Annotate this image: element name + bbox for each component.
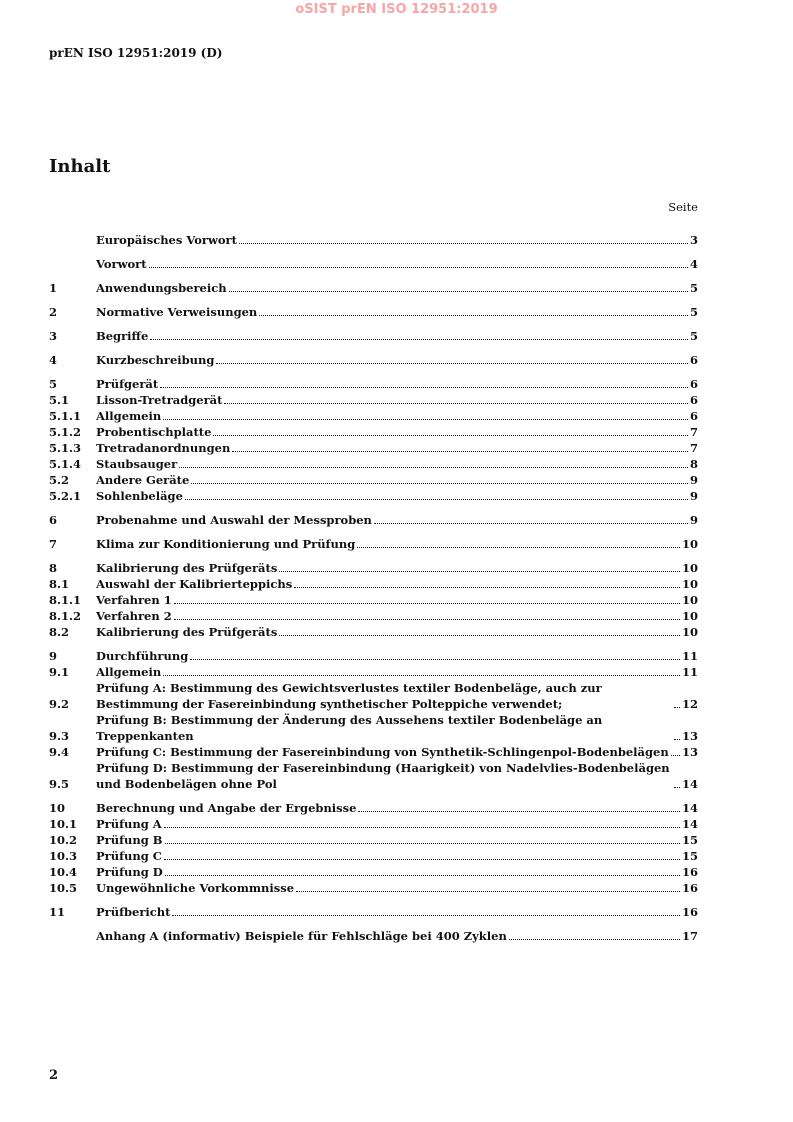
- toc-entry-number: 5.1.4: [49, 457, 82, 471]
- toc-dot-leader: [149, 267, 688, 268]
- toc-entry-page: 13: [681, 729, 698, 743]
- toc-entry-number: 5: [49, 377, 58, 391]
- toc-entry-page: 4: [689, 257, 698, 271]
- toc-entry-title: [96, 536, 682, 552]
- toc-entry-label: Prüfung D: Bestimmung der Fasereinbindung (Haarigkeit) von Nadelvlies-Bodenbelägen und Bodenbelägen ohne Pol: [96, 761, 670, 791]
- toc-dot-leader: [674, 739, 680, 740]
- toc-entry-title: [96, 472, 690, 488]
- toc-entry[interactable]: [49, 744, 698, 760]
- toc-dot-leader: [164, 859, 680, 860]
- toc-entry-title: [96, 760, 682, 792]
- toc-entry-label: Prüfung D: [96, 865, 163, 879]
- toc-entry-label: Prüfbericht: [96, 905, 171, 919]
- toc-entry-page: 5: [689, 305, 698, 319]
- toc-entry[interactable]: [49, 832, 698, 848]
- toc-entry-number: 8.2: [49, 625, 70, 639]
- toc-entry[interactable]: [49, 800, 698, 816]
- toc-entry[interactable]: [49, 624, 698, 640]
- toc-entry-label: Allgemein: [96, 409, 162, 423]
- toc-entry-page: 9: [689, 489, 698, 503]
- toc-entry[interactable]: [49, 864, 698, 880]
- toc-entry-label: Anwendungsbereich: [96, 281, 227, 295]
- toc-entry-number: 7: [49, 537, 58, 551]
- toc-entry-page: 6: [689, 377, 698, 391]
- toc-entry[interactable]: [49, 760, 698, 792]
- toc-dot-leader: [224, 403, 688, 404]
- toc-entry-page: 10: [681, 609, 698, 623]
- toc-entry-number: 9.1: [49, 665, 70, 679]
- toc-dot-leader: [160, 387, 688, 388]
- toc-entry-title: [96, 712, 682, 744]
- toc-entry[interactable]: [49, 592, 698, 608]
- toc-entry-title: [96, 304, 690, 320]
- toc-entry-page: 5: [689, 329, 698, 343]
- toc-entry-title: [96, 904, 682, 920]
- toc-entry-label: Prüfung C: Bestimmung der Fasereinbindung von Synthetik-Schlingenpol-Bodenbelägen: [96, 745, 669, 759]
- toc-entry-label: Tretradanordnungen: [96, 441, 231, 455]
- toc-entry-title: [96, 512, 690, 528]
- toc-entry-page: 16: [681, 881, 698, 895]
- page-column-label: Seite: [668, 200, 698, 214]
- toc-dot-leader: [163, 675, 680, 676]
- toc-entry-label: Vorwort: [96, 257, 147, 271]
- toc-dot-leader: [190, 659, 680, 660]
- toc-entry[interactable]: [49, 328, 698, 344]
- toc-entry-page: 14: [681, 817, 698, 831]
- toc-entry-label: Kurzbeschreibung: [96, 353, 215, 367]
- toc-entry-number: 5.1.1: [49, 409, 82, 423]
- toc-entry-page: 10: [681, 577, 698, 591]
- toc-entry-title: [96, 328, 690, 344]
- toc-entry-title: [96, 392, 690, 408]
- toc-dot-leader: [358, 811, 680, 812]
- toc-entry-title: [96, 848, 682, 864]
- toc-entry-page: 10: [681, 625, 698, 639]
- toc-entry-label: Kalibrierung des Prüfgeräts: [96, 561, 278, 575]
- toc-entry-page: 16: [681, 865, 698, 879]
- toc-entry-number: 5.1.3: [49, 441, 82, 455]
- toc-entry-number: 5.2.1: [49, 489, 82, 503]
- toc-entry-number: 10.2: [49, 833, 78, 847]
- toc-dot-leader: [279, 635, 680, 636]
- toc-entry-title: [96, 744, 682, 760]
- toc-dot-leader: [213, 435, 688, 436]
- toc-entry-title: [96, 832, 682, 848]
- toc-entry[interactable]: [49, 424, 698, 440]
- toc-entry[interactable]: [49, 712, 698, 744]
- toc-entry-page: 14: [681, 801, 698, 815]
- toc-entry-number: 8.1.1: [49, 593, 82, 607]
- toc-entry[interactable]: [49, 560, 698, 576]
- page-number: 2: [49, 1068, 59, 1083]
- toc-dot-leader: [674, 707, 680, 708]
- toc-entry-label: Ungewöhnliche Vorkommnisse: [96, 881, 295, 895]
- toc-dot-leader: [296, 891, 680, 892]
- toc-entry[interactable]: [49, 512, 698, 528]
- toc-entry-label: Prüfung A: Bestimmung des Gewichtsverlustes textiler Bodenbeläge, auch zur Bestimmung der Fasereinbindung synthetischer Polteppiche verwendet;: [96, 681, 602, 711]
- toc-entry-label: Auswahl der Kalibrierteppichs: [96, 577, 293, 591]
- toc-entry-title: [96, 800, 682, 816]
- toc-entry[interactable]: [49, 880, 698, 896]
- toc-entry[interactable]: [49, 664, 698, 680]
- watermark: oSIST prEN ISO 12951:2019: [295, 2, 498, 17]
- toc-entry-page: 9: [689, 473, 698, 487]
- toc-dot-leader: [674, 787, 680, 788]
- toc-dot-leader: [216, 363, 688, 364]
- toc-entry[interactable]: [49, 280, 698, 296]
- toc-entry-page: 6: [689, 409, 698, 423]
- toc-entry-number: 8.1: [49, 577, 70, 591]
- toc-dot-leader: [150, 339, 688, 340]
- toc-entry[interactable]: [49, 352, 698, 368]
- toc-entry-number: 3: [49, 329, 58, 343]
- toc-entry-label: Anhang A (informativ) Beispiele für Fehlschläge bei 400 Zyklen: [96, 929, 507, 943]
- toc-entry-page: 13: [681, 745, 698, 759]
- toc-dot-leader: [165, 875, 680, 876]
- toc-entry-label: Klima zur Konditionierung und Prüfung: [96, 537, 356, 551]
- toc-entry[interactable]: [49, 472, 698, 488]
- toc-entry-title: [96, 928, 682, 944]
- toc-entry-label: Normative Verweisungen: [96, 305, 258, 319]
- toc-entry[interactable]: [49, 256, 698, 272]
- toc-entry-page: 16: [681, 905, 698, 919]
- toc-entry[interactable]: [49, 456, 698, 472]
- toc-entry-page: 17: [681, 929, 698, 943]
- toc-entry-title: [96, 664, 682, 680]
- toc-entry-label: Kalibrierung des Prüfgeräts: [96, 625, 278, 639]
- toc-entry-title: [96, 576, 682, 592]
- toc-entry-label: Allgemein: [96, 665, 162, 679]
- toc-entry-title: [96, 488, 690, 504]
- toc-entry-number: 8: [49, 561, 58, 575]
- toc-entry-page: 8: [689, 457, 698, 471]
- toc-dot-leader: [164, 827, 680, 828]
- toc-dot-leader: [357, 547, 680, 548]
- toc-dot-leader: [229, 291, 688, 292]
- toc-entry-page: 7: [689, 425, 698, 439]
- toc-entry-page: 6: [689, 353, 698, 367]
- toc-entry-title: [96, 648, 682, 664]
- toc-entry-label: Prüfung B: [96, 833, 163, 847]
- toc-entry-number: 10.5: [49, 881, 78, 895]
- toc-entry-page: 10: [681, 537, 698, 551]
- toc-entry[interactable]: [49, 648, 698, 664]
- toc-entry-label: Durchführung: [96, 649, 189, 663]
- toc-entry-page: 15: [681, 849, 698, 863]
- toc-entry-label: Prüfung B: Bestimmung der Änderung des Aussehens textiler Bodenbeläge an Treppenkanten: [96, 713, 603, 743]
- toc-entry-title: [96, 816, 682, 832]
- toc-entry[interactable]: [49, 816, 698, 832]
- toc-entry-title: [96, 280, 690, 296]
- toc-entry-label: Sohlenbeläge: [96, 489, 183, 503]
- toc-dot-leader: [259, 315, 688, 316]
- toc-entry-title: [96, 440, 690, 456]
- toc-entry-label: Andere Geräte: [96, 473, 190, 487]
- toc-dot-leader: [191, 483, 688, 484]
- toc-entry-label: Prüfgerät: [96, 377, 159, 391]
- toc-entry-number: 10.1: [49, 817, 78, 831]
- toc-entry-number: 10.4: [49, 865, 78, 879]
- toc-entry-title: [96, 232, 690, 248]
- toc-entry-page: 3: [689, 233, 698, 247]
- toc-dot-leader: [165, 843, 680, 844]
- toc-entry-page: 10: [681, 593, 698, 607]
- toc-entry[interactable]: [49, 928, 698, 944]
- toc-entry-number: 5.2: [49, 473, 70, 487]
- toc-entry-page: 5: [689, 281, 698, 295]
- toc-entry-number: 4: [49, 353, 58, 367]
- toc-dot-leader: [232, 451, 688, 452]
- toc-entry[interactable]: [49, 232, 698, 248]
- toc-dot-leader: [294, 587, 680, 588]
- toc-entry-label: Probentischplatte: [96, 425, 212, 439]
- toc-entry-page: 11: [681, 665, 698, 679]
- toc-entry-number: 5.1: [49, 393, 70, 407]
- toc-dot-leader: [671, 755, 680, 756]
- toc-entry-number: 8.1.2: [49, 609, 82, 623]
- toc-entry-title: [96, 680, 682, 712]
- toc-dot-leader: [179, 467, 688, 468]
- toc-entry-page: 15: [681, 833, 698, 847]
- toc-dot-leader: [374, 523, 688, 524]
- toc-entry-page: 12: [681, 697, 698, 711]
- toc-dot-leader: [279, 571, 680, 572]
- table-of-contents: [49, 232, 698, 944]
- toc-entry-title: [96, 624, 682, 640]
- toc-entry-page: 7: [689, 441, 698, 455]
- toc-entry-page: 10: [681, 561, 698, 575]
- toc-entry-label: Lisson-Tretradgerät: [96, 393, 223, 407]
- toc-dot-leader: [185, 499, 688, 500]
- toc-entry-number: 9.2: [49, 697, 70, 711]
- toc-entry[interactable]: [49, 608, 698, 624]
- toc-dot-leader: [172, 915, 680, 916]
- toc-entry[interactable]: [49, 304, 698, 320]
- toc-entry-page: 14: [681, 777, 698, 791]
- toc-dot-leader: [174, 603, 680, 604]
- toc-entry-title: [96, 352, 690, 368]
- toc-entry[interactable]: [49, 488, 698, 504]
- toc-entry-title: [96, 560, 682, 576]
- toc-entry[interactable]: [49, 680, 698, 712]
- toc-entry-label: Staubsauger: [96, 457, 178, 471]
- toc-entry[interactable]: [49, 408, 698, 424]
- toc-entry[interactable]: [49, 440, 698, 456]
- toc-entry-label: Berechnung und Angabe der Ergebnisse: [96, 801, 357, 815]
- toc-entry-number: 9.5: [49, 777, 70, 791]
- toc-entry-title: [96, 424, 690, 440]
- toc-entry-number: 9: [49, 649, 58, 663]
- toc-entry[interactable]: [49, 536, 698, 552]
- toc-entry-number: 6: [49, 513, 58, 527]
- toc-entry-label: Prüfung A: [96, 817, 162, 831]
- toc-entry[interactable]: [49, 904, 698, 920]
- toc-entry-label: Europäisches Vorwort: [96, 233, 237, 247]
- toc-entry-label: Verfahren 2: [96, 609, 172, 623]
- toc-entry-title: [96, 608, 682, 624]
- toc-entry-label: Verfahren 1: [96, 593, 172, 607]
- toc-entry[interactable]: [49, 392, 698, 408]
- toc-entry-title: [96, 256, 690, 272]
- toc-entry-title: [96, 376, 690, 392]
- document-id: prEN ISO 12951:2019 (D): [49, 46, 223, 60]
- toc-entry-number: 11: [49, 905, 66, 919]
- toc-dot-leader: [163, 419, 688, 420]
- toc-entry-title: [96, 864, 682, 880]
- toc-entry-title: [96, 408, 690, 424]
- toc-entry-page: 6: [689, 393, 698, 407]
- toc-dot-leader: [174, 619, 680, 620]
- toc-entry-title: [96, 592, 682, 608]
- toc-entry-number: 2: [49, 305, 58, 319]
- toc-entry-page: 9: [689, 513, 698, 527]
- toc-entry-number: 10.3: [49, 849, 78, 863]
- toc-entry-number: 9.4: [49, 745, 70, 759]
- toc-entry[interactable]: [49, 848, 698, 864]
- toc-entry-label: Begriffe: [96, 329, 149, 343]
- toc-entry-title: [96, 456, 690, 472]
- toc-entry-label: Probenahme und Auswahl der Messproben: [96, 513, 372, 527]
- toc-entry-number: 1: [49, 281, 58, 295]
- toc-dot-leader: [239, 243, 688, 244]
- toc-entry[interactable]: [49, 576, 698, 592]
- toc-entry-number: 9.3: [49, 729, 70, 743]
- page-title: Inhalt: [49, 156, 111, 177]
- toc-entry[interactable]: [49, 376, 698, 392]
- toc-entry-number: 5.1.2: [49, 425, 82, 439]
- toc-entry-number: 10: [49, 801, 66, 815]
- toc-dot-leader: [509, 939, 680, 940]
- toc-entry-label: Prüfung C: [96, 849, 162, 863]
- toc-entry-page: 11: [681, 649, 698, 663]
- toc-entry-title: [96, 880, 682, 896]
